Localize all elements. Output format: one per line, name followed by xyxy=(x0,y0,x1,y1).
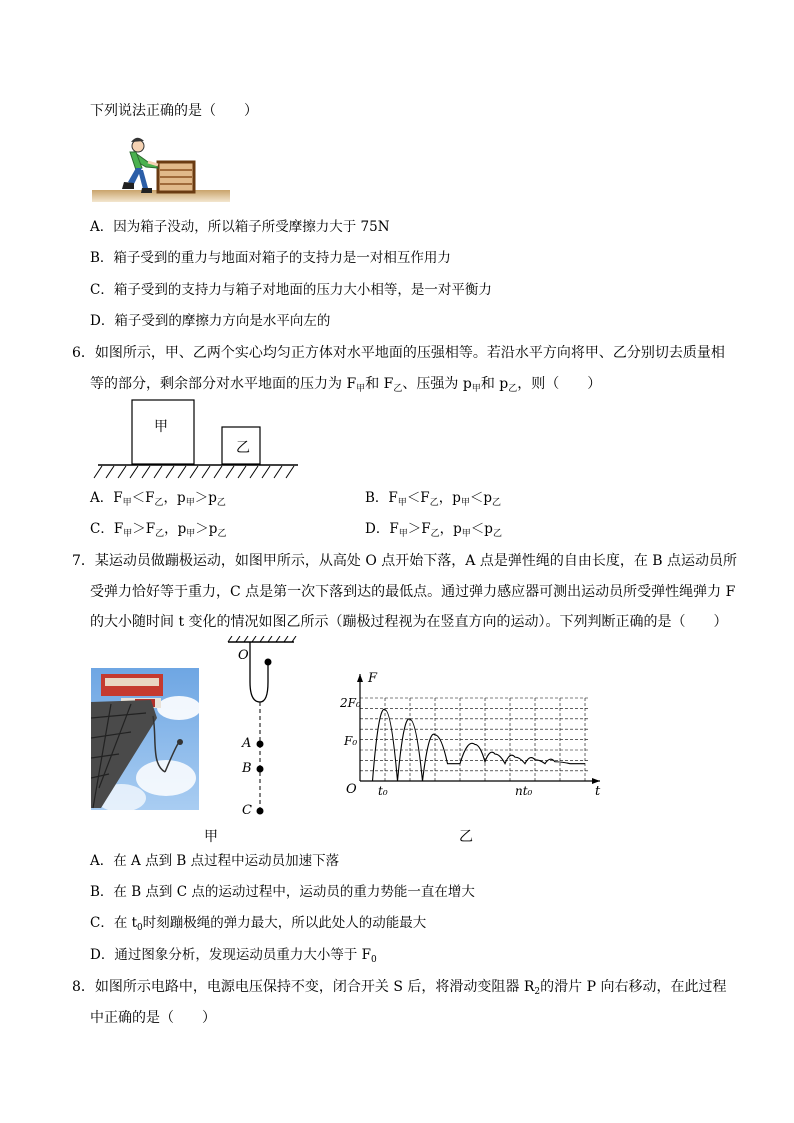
q5-option-c: C．箱子受到的支持力与箱子对地面的压力大小相等，是一对平衡力 xyxy=(90,282,492,298)
q7-option-d: D．通过图象分析，发现运动员重力大小等于 $F_0$ xyxy=(90,947,377,965)
q6-option-a: A．$F_甲<F_乙$，$p_甲>p_乙$ xyxy=(90,490,226,508)
q6-option-d: D．$F_甲>F_乙$，$p_甲<p_乙$ xyxy=(365,521,502,539)
q7-option-c: C．在 $t_0$时刻蹦极绳的弹力最大，所以此处人的动能最大 xyxy=(90,915,427,933)
point-b-label: B xyxy=(242,761,252,776)
q6-option-b: B．$F_甲<F_乙$，$p_甲<p_乙$ xyxy=(365,490,502,508)
q5-option-a: A．因为箱子没动，所以箱子所受摩擦力大于 75N xyxy=(90,219,390,235)
q5-stem: 下列说法正确的是（ ） xyxy=(90,103,258,119)
q6-option-c: C．$F_甲>F_乙$，$p_甲>p_乙$ xyxy=(90,521,227,539)
q7-stem-line1: 7．某运动员做蹦极运动，如图甲所示，从高处 O 点开始下落，A 点是弹性绳的自由长度，在 B 点运动员所 xyxy=(72,553,738,569)
chart-xtick-t0: t₀ xyxy=(378,784,388,798)
q5-option-b: B．箱子受到的重力与地面对箱子的支持力是一对相互作用力 xyxy=(90,250,451,266)
point-a-label: A xyxy=(242,736,252,751)
q8-stem-line2: 中正确的是（ ） xyxy=(90,1010,216,1026)
cube-jia-label: 甲 xyxy=(154,419,168,435)
ground-hatching xyxy=(94,466,294,478)
chart-ytick-f0: F₀ xyxy=(344,734,358,748)
q7-figure-jia-diagram xyxy=(222,636,302,821)
fig-yi-caption: 乙 xyxy=(459,829,473,845)
chart-origin: O xyxy=(346,782,357,797)
cube-yi-label: 乙 xyxy=(236,440,250,456)
q6-stem-line2: 等的部分，剩余部分对水平地面的压力为 $F_甲$和 $F_乙$、压强为 $p_甲$和 $p_乙$，则（ ） xyxy=(90,376,602,394)
q7-force-time-chart xyxy=(330,668,610,803)
q7-bungee-photo xyxy=(91,668,199,810)
q7-option-b: B．在 B 点到 C 点的运动过程中，运动员的重力势能一直在增大 xyxy=(90,884,475,900)
q8-stem-line1: 8．如图所示电路中，电源电压保持不变，闭合开关 S 后，将滑动变阻器 $R_2$的滑片 P 向右移动，在此过程 xyxy=(72,979,727,997)
q5-figure-person-pushing-box xyxy=(90,132,232,204)
chart-xlabel: t xyxy=(595,784,601,799)
q6-figure-two-cubes xyxy=(90,398,305,480)
fig-jia-caption: 甲 xyxy=(204,829,218,845)
q7-stem-line2: 受弹力恰好等于重力，C 点是第一次下落到达的最低点。通过弹力感应器可测出运动员所受弹性绳弹力 F xyxy=(90,584,736,600)
q5-option-d: D．箱子受到的摩擦力方向是水平向左的 xyxy=(90,313,331,329)
point-o-label: O xyxy=(238,648,249,663)
chart-series-f-line xyxy=(373,709,586,781)
point-c-label: C xyxy=(242,803,252,818)
q7-option-a: A．在 A 点到 B 点过程中运动员加速下落 xyxy=(90,853,340,869)
chart-xtick-nt0: nt₀ xyxy=(515,784,533,798)
chart-y-arrow xyxy=(357,674,363,682)
chart-ytick-2f0: 2F₀ xyxy=(340,696,361,710)
chart-ylabel: F xyxy=(368,671,378,686)
q6-stem-line1: 6．如图所示，甲、乙两个实心均匀正方体对水平地面的压强相等。若沿水平方向将甲、乙分别切去质量相 xyxy=(72,345,725,361)
q7-stem-line3: 的大小随时间 t 变化的情况如图乙所示（蹦极过程视为在竖直方向的运动）。下列判断正确的是（ ） xyxy=(90,614,728,630)
